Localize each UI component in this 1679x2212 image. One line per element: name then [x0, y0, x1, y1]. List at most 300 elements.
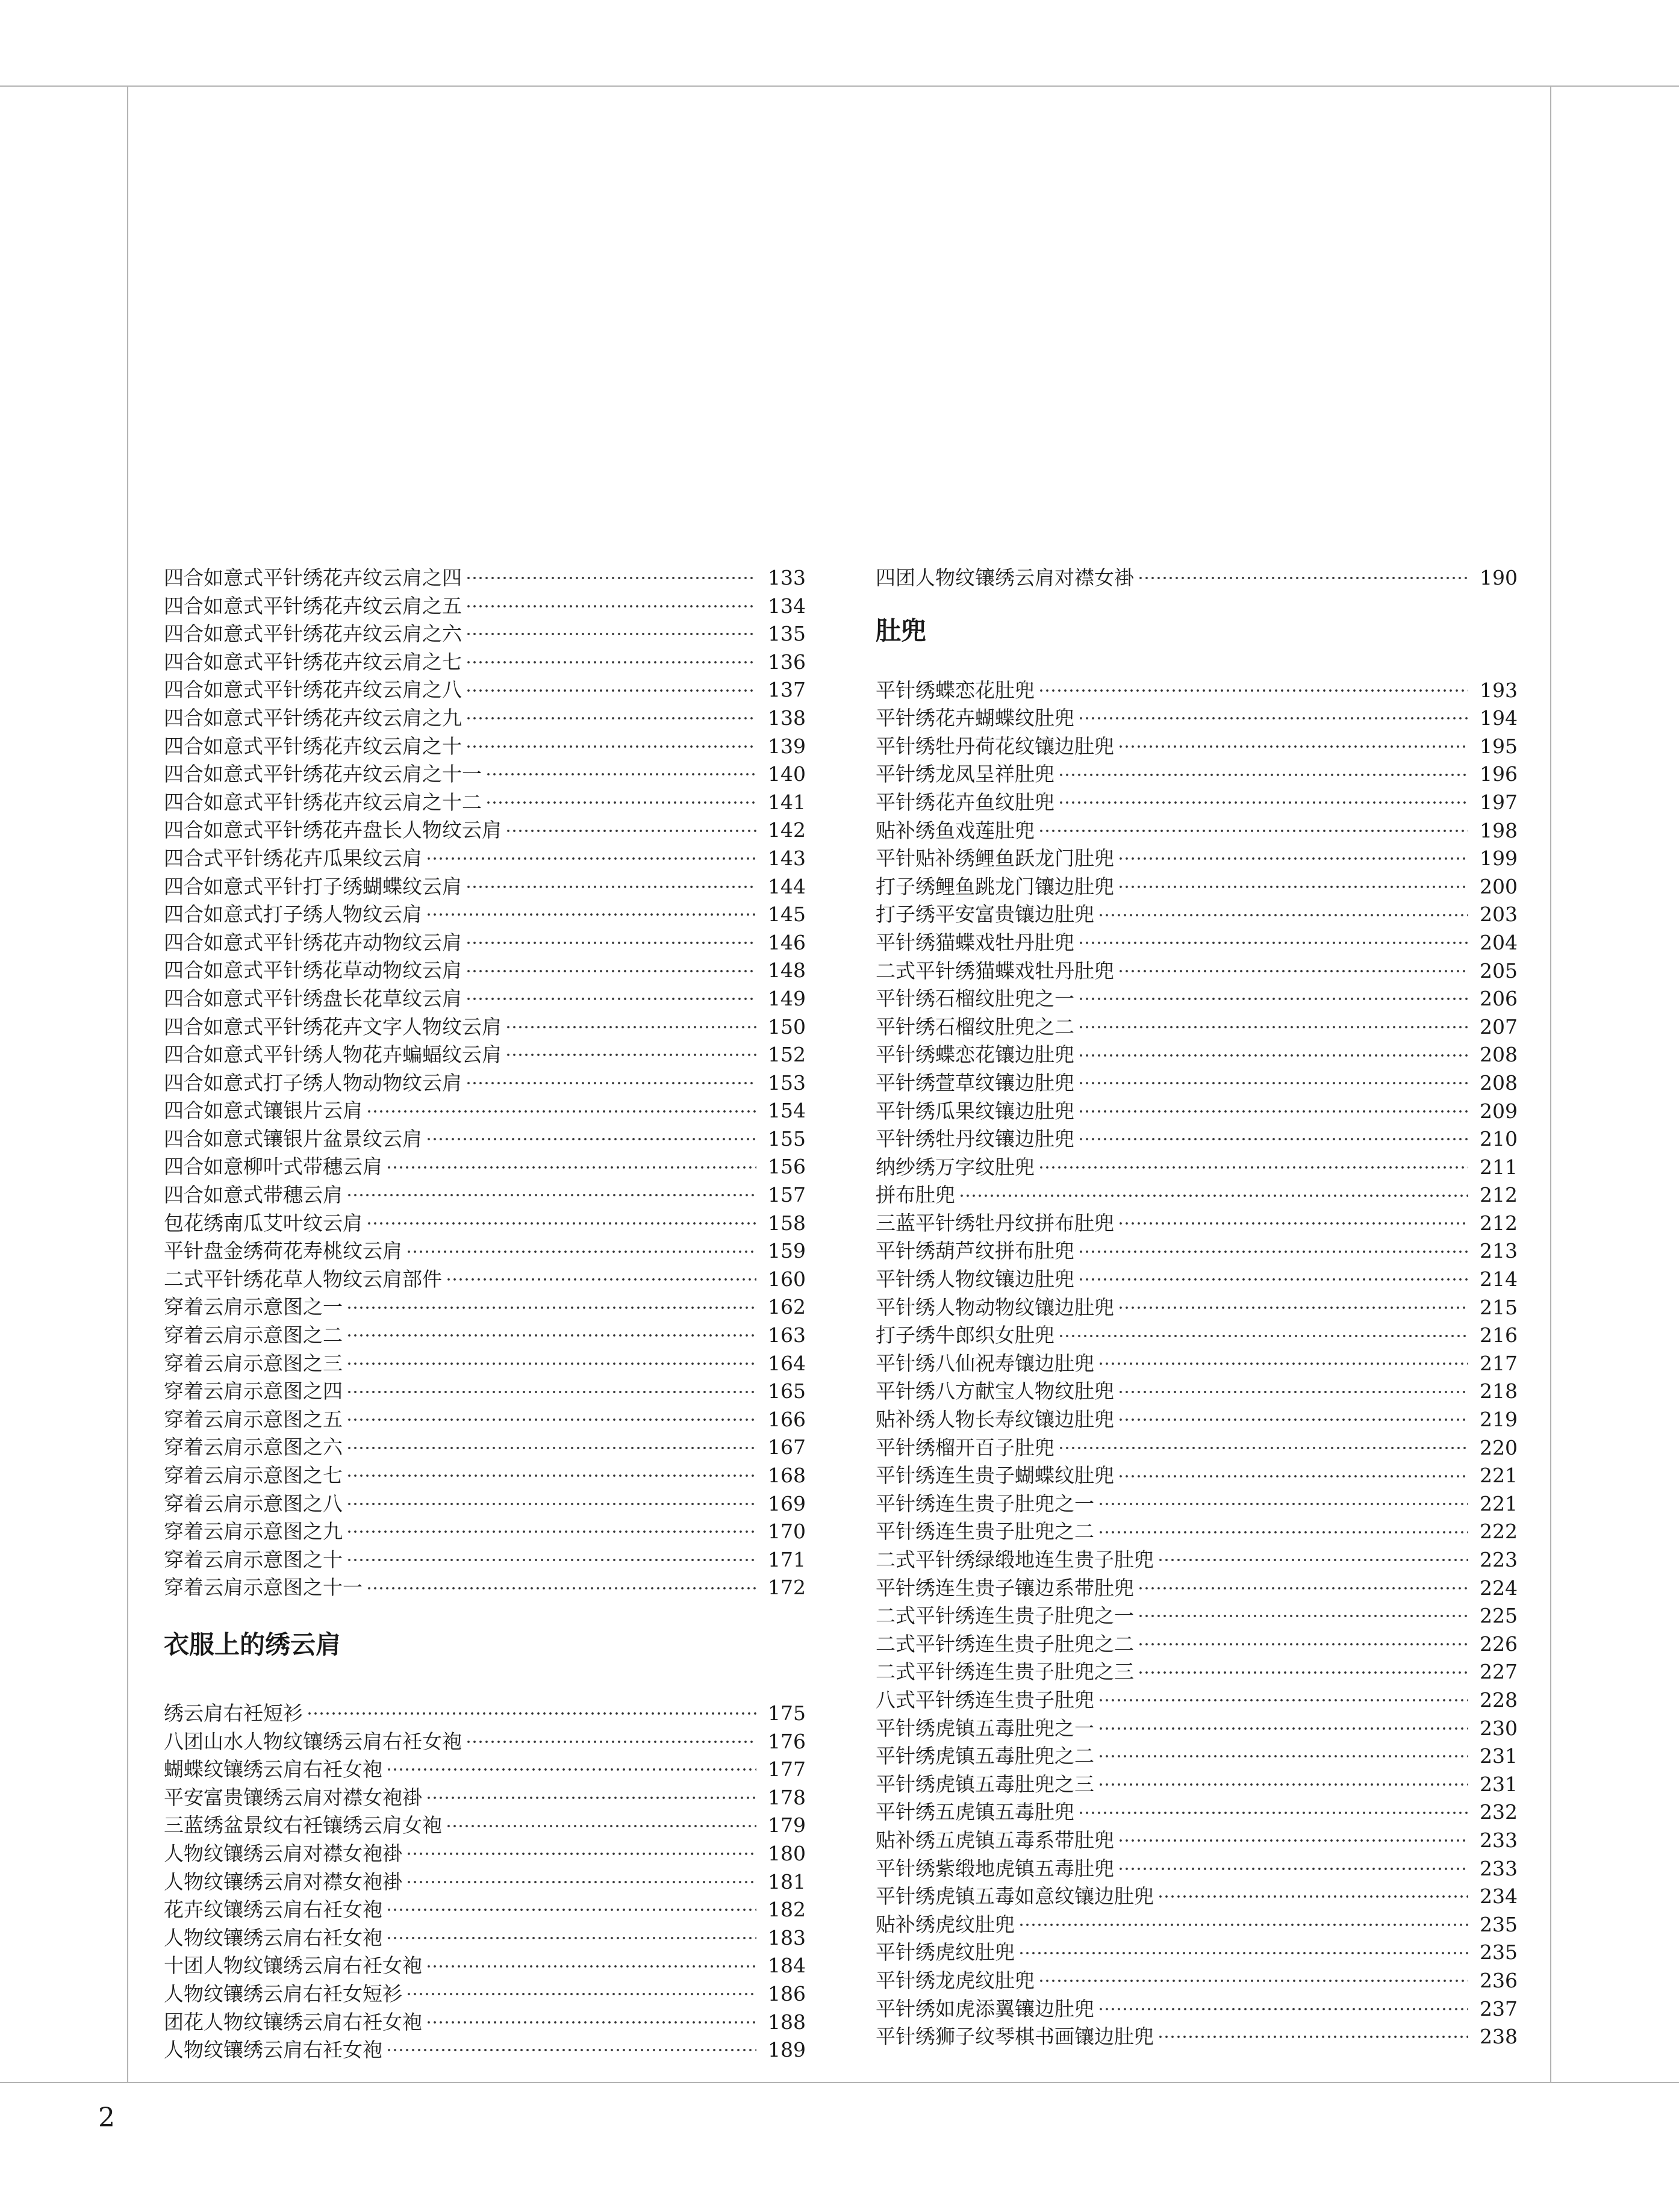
toc-entry-title: 拼布肚兜	[876, 1183, 955, 1207]
dot-leader	[426, 912, 756, 918]
dot-leader	[386, 1766, 756, 1772]
dot-leader	[346, 1529, 756, 1535]
toc-entry-page: 141	[768, 790, 806, 814]
toc-entry-page: 225	[1480, 1604, 1518, 1628]
dot-leader	[505, 828, 756, 834]
toc-entry	[164, 1868, 806, 1897]
toc-entry-page: 233	[1480, 1856, 1518, 1880]
toc-entry	[164, 1952, 806, 1980]
toc-entry-page: 217	[1480, 1351, 1518, 1375]
toc-entry	[164, 1980, 806, 2009]
toc-entry-title: 平针绣虎镇五毒如意纹镶边肚兜	[876, 1884, 1154, 1909]
toc-entry-title: 平针绣人物纹镶边肚兜	[876, 1267, 1074, 1291]
toc-entry-title: 平针绣榴开百子肚兜	[876, 1435, 1054, 1459]
toc-entry-title: 平针绣连生贵子蝴蝶纹肚兜	[876, 1464, 1114, 1488]
dot-leader	[366, 1220, 756, 1226]
dot-leader	[1078, 1136, 1468, 1142]
toc-entry-title: 四合如意式平针绣盘长花草纹云肩	[164, 986, 462, 1010]
toc-entry	[164, 1896, 806, 1924]
dot-leader	[1058, 1445, 1468, 1451]
toc-entry-title: 平针绣蝶恋花肚兜	[876, 678, 1035, 702]
toc-entry	[876, 1069, 1518, 1098]
toc-entry-page: 230	[1480, 1716, 1518, 1740]
toc-entry	[876, 1518, 1518, 1546]
toc-entry-page: 219	[1480, 1408, 1518, 1432]
toc-entry	[876, 1406, 1518, 1434]
toc-entry-title: 平针绣龙虎纹肚兜	[876, 1968, 1035, 1992]
toc-entry	[164, 1350, 806, 1378]
toc-entry	[164, 704, 806, 733]
toc-entry-title: 穿着云肩示意图之三	[164, 1351, 343, 1375]
dot-leader	[1138, 1613, 1468, 1619]
toc-entry-title: 三蓝绣盆景纹右衽镶绣云肩女袍	[164, 1813, 442, 1838]
toc-entry-page: 153	[768, 1070, 806, 1095]
dot-leader	[1118, 1389, 1468, 1395]
dot-leader	[466, 659, 756, 665]
toc-entry-page: 238	[1480, 2025, 1518, 2049]
dot-leader	[406, 1249, 756, 1255]
dot-leader	[426, 856, 756, 862]
toc-entry-title: 四合如意式平针绣花卉纹云肩之十	[164, 734, 462, 758]
toc-entry-page: 154	[768, 1099, 806, 1123]
toc-entry-page: 159	[768, 1239, 806, 1263]
dot-leader	[466, 940, 756, 946]
toc-entry-title: 平针盘金绣荷花寿桃纹云肩	[164, 1239, 402, 1263]
toc-entry-title: 四合如意柳叶式带穗云肩	[164, 1155, 382, 1179]
toc-entry	[164, 1924, 806, 1953]
toc-entry	[164, 1840, 806, 1868]
dot-leader	[1058, 800, 1468, 806]
toc-entry	[876, 1350, 1518, 1378]
toc-entry-title: 平针绣五虎镇五毒肚兜	[876, 1800, 1074, 1824]
toc-entry	[164, 1490, 806, 1518]
toc-entry-page: 234	[1480, 1884, 1518, 1909]
toc-entry-page: 204	[1480, 930, 1518, 954]
dot-leader	[959, 1193, 1468, 1199]
dot-leader	[1018, 1922, 1468, 1928]
toc-entry-title: 平针绣如虎添翼镶边肚兜	[876, 1996, 1094, 2021]
toc-entry	[876, 1883, 1518, 1911]
dot-leader	[1118, 1220, 1468, 1226]
toc-entry	[876, 1237, 1518, 1266]
toc-entry-title: 平针绣萱草纹镶边肚兜	[876, 1070, 1074, 1095]
right-margin-rule	[1550, 85, 1551, 2083]
toc-entry-page: 231	[1480, 1772, 1518, 1796]
toc-entry-title: 四合如意式平针绣花卉动物纹云肩	[164, 930, 462, 954]
dot-leader	[1138, 575, 1468, 581]
toc-entry-title: 十团人物纹镶绣云肩右衽女袍	[164, 1954, 422, 1978]
toc-entry-title: 人物纹镶绣云肩右衽女袍	[164, 2038, 382, 2062]
toc-entry-page: 148	[768, 958, 806, 983]
dot-leader	[1058, 772, 1468, 778]
toc-entry-page: 196	[1480, 762, 1518, 786]
dot-leader	[346, 1389, 756, 1395]
toc-entry-title: 二式平针绣连生贵子肚兜之三	[876, 1660, 1134, 1684]
dot-leader	[1118, 1866, 1468, 1872]
toc-entry-title: 平针绣龙凤呈祥肚兜	[876, 762, 1054, 786]
dot-leader	[1098, 1529, 1468, 1535]
toc-entry-page: 212	[1480, 1211, 1518, 1235]
toc-entry-title: 平针绣狮子纹琴棋书画镶边肚兜	[876, 2025, 1154, 2049]
toc-entry	[876, 845, 1518, 873]
toc-entry-title: 平针绣虎纹肚兜	[876, 1940, 1015, 1965]
dot-leader	[346, 1445, 756, 1451]
toc-entry-page: 233	[1480, 1828, 1518, 1852]
dot-leader	[426, 2019, 756, 2025]
toc-entry	[164, 789, 806, 817]
toc-entry-title: 四合如意式平针绣花卉盘长人物纹云肩	[164, 818, 502, 842]
toc-entry-page: 194	[1480, 706, 1518, 730]
dot-leader	[1098, 1726, 1468, 1732]
toc-entry	[164, 676, 806, 704]
toc-entry	[164, 2036, 806, 2064]
toc-entry-page: 163	[768, 1323, 806, 1347]
toc-entry-title: 四合如意式打子绣人物动物纹云肩	[164, 1070, 462, 1095]
toc-entry-title: 四合如意式平针绣花草动物纹云肩	[164, 958, 462, 983]
dot-leader	[485, 800, 756, 806]
toc-entry	[164, 733, 806, 761]
toc-entry-page: 198	[1480, 818, 1518, 842]
toc-entry	[876, 677, 1518, 705]
toc-entry-page: 237	[1480, 1996, 1518, 2021]
toc-entry-page: 138	[768, 706, 806, 730]
dot-leader	[1078, 996, 1468, 1002]
toc-entry-page: 172	[768, 1576, 806, 1600]
dot-leader	[1038, 688, 1468, 694]
toc-entry-title: 打子绣牛郎织女肚兜	[876, 1323, 1054, 1347]
toc-entry	[876, 817, 1518, 845]
toc-entry	[164, 1700, 806, 1728]
toc-entry-title: 包花绣南瓜艾叶纹云肩	[164, 1211, 363, 1235]
toc-entry-page: 226	[1480, 1632, 1518, 1656]
toc-entry	[876, 1827, 1518, 1855]
dot-leader	[1098, 1782, 1468, 1788]
toc-entry-page: 222	[1480, 1520, 1518, 1544]
dot-leader	[1118, 884, 1468, 890]
dot-leader	[1078, 1108, 1468, 1114]
toc-entry-title: 贴补绣五虎镇五毒系带肚兜	[876, 1828, 1114, 1852]
toc-entry-page: 152	[768, 1043, 806, 1067]
dot-leader	[386, 1164, 756, 1170]
dot-leader	[1078, 1276, 1468, 1282]
toc-entry-page: 167	[768, 1435, 806, 1459]
dot-leader	[1118, 1305, 1468, 1311]
toc-entry-page: 182	[768, 1898, 806, 1922]
toc-entry-page: 220	[1480, 1435, 1518, 1459]
toc-entry-page: 213	[1480, 1239, 1518, 1263]
toc-entry-title: 八团山水人物纹镶绣云肩右衽女袍	[164, 1729, 462, 1753]
toc-entry	[876, 760, 1518, 789]
toc-entry-title: 平针绣牡丹荷花纹镶边肚兜	[876, 734, 1114, 758]
toc-entry-title: 四合如意式平针绣花卉纹云肩之十二	[164, 790, 482, 814]
toc-entry-title: 三蓝平针绣牡丹纹拼布肚兜	[876, 1211, 1114, 1235]
toc-entry-page: 139	[768, 734, 806, 758]
toc-entry	[164, 592, 806, 621]
toc-entry-page: 162	[768, 1295, 806, 1319]
section-heading: 衣服上的绣云肩	[164, 1631, 341, 1659]
toc-list	[164, 564, 806, 1602]
toc-entry-title: 四合如意式平针打子绣蝴蝶纹云肩	[164, 874, 462, 898]
toc-entry-page: 205	[1480, 958, 1518, 983]
toc-entry-title: 穿着云肩示意图之六	[164, 1435, 343, 1459]
toc-entry	[876, 1686, 1518, 1715]
toc-entry-page: 231	[1480, 1744, 1518, 1768]
toc-entry-page: 168	[768, 1464, 806, 1487]
dot-leader	[1098, 1697, 1468, 1703]
dot-leader	[1098, 1753, 1468, 1759]
toc-entry-page: 169	[768, 1491, 806, 1515]
dot-leader	[1118, 1838, 1468, 1844]
page-number: 2	[98, 2102, 115, 2133]
toc-entry	[876, 1041, 1518, 1069]
toc-list	[164, 1700, 806, 2064]
toc-entry-page: 224	[1480, 1576, 1518, 1600]
dot-leader	[426, 1136, 756, 1142]
toc-entry-title: 穿着云肩示意图之一	[164, 1295, 343, 1319]
toc-entry-title: 四合如意式平针绣花卉纹云肩之九	[164, 706, 462, 730]
toc-entry	[876, 1771, 1518, 1799]
toc-entry-page: 134	[768, 594, 806, 618]
bottom-rule	[0, 2082, 1679, 2083]
toc-entry-page: 160	[768, 1267, 806, 1291]
toc-entry-page: 193	[1480, 678, 1518, 702]
toc-entry	[876, 1855, 1518, 1883]
dot-leader	[1157, 1557, 1468, 1563]
toc-entry-page: 190	[1480, 566, 1518, 589]
toc-entry-title: 绣云肩右衽短衫	[164, 1701, 303, 1725]
dot-leader	[505, 1024, 756, 1030]
toc-entry-page: 212	[1480, 1183, 1518, 1207]
toc-entry-page: 177	[768, 1757, 806, 1782]
toc-entry-title: 穿着云肩示意图之四	[164, 1379, 343, 1403]
toc-entry	[876, 1490, 1518, 1518]
toc-entry-title: 四合如意式平针绣花卉纹云肩之六	[164, 622, 462, 646]
toc-entry-title: 平针绣人物动物纹镶边肚兜	[876, 1295, 1114, 1319]
toc-entry-page: 149	[768, 986, 806, 1010]
toc-entry-title: 四合如意式平针绣花卉纹云肩之七	[164, 650, 462, 674]
toc-entry	[876, 985, 1518, 1013]
dot-leader	[1078, 1080, 1468, 1086]
section-heading: 肚兜	[876, 617, 927, 645]
dot-leader	[346, 1361, 756, 1367]
toc-entry-page: 206	[1480, 987, 1518, 1011]
toc-entry	[876, 1715, 1518, 1743]
dot-leader	[1038, 828, 1468, 834]
toc-entry-page: 142	[768, 818, 806, 842]
toc-entry-page: 146	[768, 930, 806, 954]
toc-entry	[164, 1041, 806, 1069]
toc-entry-title: 平针绣虎镇五毒肚兜之三	[876, 1772, 1094, 1796]
toc-entry-page: 218	[1480, 1379, 1518, 1403]
toc-entry-page: 157	[768, 1183, 806, 1207]
toc-entry-page: 236	[1480, 1968, 1518, 1992]
dot-leader	[1118, 744, 1468, 750]
dot-leader	[505, 1052, 756, 1058]
toc-entry	[164, 1784, 806, 1812]
dot-leader	[446, 1276, 756, 1282]
toc-entry	[164, 1812, 806, 1840]
dot-leader	[466, 884, 756, 890]
toc-entry	[164, 648, 806, 677]
toc-entry	[164, 1237, 806, 1266]
dot-leader	[1078, 1052, 1468, 1058]
toc-entry	[876, 1742, 1518, 1771]
toc-entry-title: 贴补绣鱼戏莲肚兜	[876, 818, 1035, 842]
toc-entry	[876, 1434, 1518, 1462]
toc-entry-page: 216	[1480, 1323, 1518, 1347]
toc-entry	[876, 1125, 1518, 1154]
toc-entry-title: 平针绣花卉蝴蝶纹肚兜	[876, 706, 1074, 730]
toc-entry-title: 四合如意式镶银片云肩	[164, 1099, 363, 1123]
dot-leader	[466, 688, 756, 694]
toc-entry-page: 228	[1480, 1688, 1518, 1712]
toc-entry-page: 183	[768, 1925, 806, 1949]
dot-leader	[346, 1305, 756, 1311]
toc-entry	[876, 733, 1518, 761]
toc-entry-title: 穿着云肩示意图之七	[164, 1464, 343, 1487]
dot-leader	[346, 1557, 756, 1563]
toc-entry	[164, 1518, 806, 1546]
toc-entry-title: 四合如意式镶银片盆景纹云肩	[164, 1126, 422, 1151]
toc-entry-page: 165	[768, 1379, 806, 1403]
dot-leader	[466, 631, 756, 637]
toc-entry	[876, 1098, 1518, 1126]
dot-leader	[406, 1851, 756, 1857]
toc-entry-page: 176	[768, 1729, 806, 1753]
dot-leader	[466, 603, 756, 609]
dot-leader	[466, 996, 756, 1002]
toc-entry	[164, 1293, 806, 1322]
toc-entry-title: 四合如意式平针绣花卉文字人物纹云肩	[164, 1014, 502, 1039]
toc-entry	[164, 2009, 806, 2037]
toc-entry-title: 二式平针绣连生贵子肚兜之二	[876, 1632, 1134, 1656]
toc-entry-title: 平针绣石榴纹肚兜之二	[876, 1014, 1074, 1039]
toc-entry-title: 团花人物纹镶绣云肩右衽女袍	[164, 2010, 422, 2034]
toc-entry-page: 156	[768, 1155, 806, 1179]
toc-entry-title: 四合式平针绣花卉瓜果纹云肩	[164, 846, 422, 870]
toc-entry-page: 143	[768, 846, 806, 870]
toc-entry-title: 穿着云肩示意图之十一	[164, 1576, 363, 1600]
toc-entry	[876, 1154, 1518, 1182]
dot-leader	[1118, 1417, 1468, 1423]
toc-entry-page: 215	[1480, 1295, 1518, 1319]
dot-leader	[1098, 912, 1468, 918]
toc-entry	[876, 704, 1518, 733]
dot-leader	[386, 1907, 756, 1913]
dot-leader	[1078, 940, 1468, 946]
toc-entry-title: 四合如意式带穗云肩	[164, 1183, 343, 1207]
toc-entry-page: 155	[768, 1126, 806, 1151]
toc-entry-page: 211	[1480, 1155, 1518, 1179]
dot-leader	[1078, 1024, 1468, 1030]
toc-entry	[164, 845, 806, 873]
toc-entry-title: 平安富贵镶绣云肩对襟女袍褂	[164, 1785, 422, 1809]
toc-entry-title: 四合如意式平针绣花卉纹云肩之八	[164, 678, 462, 702]
toc-entry	[164, 901, 806, 929]
dot-leader	[426, 1963, 756, 1969]
dot-leader	[1038, 1164, 1468, 1170]
toc-entry-page: 144	[768, 874, 806, 898]
toc-entry	[876, 1630, 1518, 1659]
toc-entry-page: 221	[1480, 1464, 1518, 1488]
toc-entry-page: 186	[768, 1981, 806, 2005]
dot-leader	[1138, 1641, 1468, 1647]
toc-entry-page: 232	[1480, 1800, 1518, 1824]
toc-entry	[164, 1378, 806, 1406]
dot-leader	[307, 1710, 756, 1716]
dot-leader	[406, 1991, 756, 1997]
dot-leader	[466, 1080, 756, 1086]
toc-entry-title: 蝴蝶纹镶绣云肩右衽女袍	[164, 1757, 382, 1782]
toc-entry-title: 四合如意式平针绣花卉纹云肩之五	[164, 594, 462, 618]
toc-entry-page: 235	[1480, 1940, 1518, 1965]
toc-entry	[876, 1658, 1518, 1686]
toc-entry-title: 四合如意式平针绣人物花卉蝙蝠纹云肩	[164, 1043, 502, 1067]
toc-entry	[164, 1069, 806, 1098]
dot-leader	[346, 1501, 756, 1507]
dot-leader	[1157, 2034, 1468, 2040]
toc-entry	[164, 816, 806, 845]
toc-entry	[164, 1181, 806, 1210]
toc-entry-page: 180	[768, 1841, 806, 1865]
toc-entry	[876, 929, 1518, 957]
toc-entry-title: 人物纹镶绣云肩对襟女袍褂	[164, 1869, 402, 1894]
toc-entry	[164, 1756, 806, 1784]
toc-entry	[164, 1125, 806, 1154]
toc-entry-title: 二式平针绣花草人物纹云肩部件	[164, 1267, 442, 1291]
toc-entry-page: 166	[768, 1407, 806, 1431]
toc-entry-page: 150	[768, 1014, 806, 1039]
toc-entry-page: 214	[1480, 1267, 1518, 1291]
toc-entry-page: 199	[1480, 847, 1518, 871]
toc-entry-title: 平针绣连生贵子肚兜之二	[876, 1520, 1094, 1544]
toc-entry-title: 平针绣蝶恋花镶边肚兜	[876, 1043, 1074, 1067]
toc-entry	[876, 901, 1518, 929]
toc-entry	[876, 873, 1518, 901]
toc-entry	[876, 957, 1518, 986]
toc-entry	[164, 873, 806, 901]
dot-leader	[346, 1473, 756, 1479]
dot-leader	[1018, 1950, 1468, 1956]
toc-entry-title: 四合如意式平针绣花卉纹云肩之十一	[164, 762, 482, 786]
toc-entry-page: 137	[768, 678, 806, 702]
toc-entry	[876, 1013, 1518, 1042]
toc-entry-title: 四合如意式打子绣人物纹云肩	[164, 903, 422, 927]
toc-entry	[876, 1322, 1518, 1350]
toc-entry	[876, 1939, 1518, 1967]
toc-entry-page: 200	[1480, 874, 1518, 898]
toc-entry-title: 平针绣虎镇五毒肚兜之一	[876, 1716, 1094, 1740]
toc-entry	[164, 620, 806, 648]
toc-entry	[876, 789, 1518, 817]
toc-entry	[876, 1210, 1518, 1238]
toc-entry	[876, 1574, 1518, 1603]
toc-entry	[876, 2023, 1518, 2051]
toc-entry-title: 平针绣虎镇五毒肚兜之二	[876, 1744, 1094, 1768]
toc-entry-title: 四团人物纹镶绣云肩对襟女褂	[876, 566, 1134, 589]
toc-entry	[164, 1097, 806, 1125]
toc-entry-title: 四合如意式平针绣花卉纹云肩之四	[164, 566, 462, 589]
dot-leader	[485, 771, 756, 777]
toc-entry-title: 平针绣连生贵子镶边系带肚兜	[876, 1576, 1134, 1600]
toc-entry	[876, 564, 1518, 592]
dot-leader	[1038, 1978, 1468, 1984]
toc-entry-page: 208	[1480, 1043, 1518, 1067]
toc-entry	[876, 1602, 1518, 1630]
dot-leader	[1118, 856, 1468, 862]
toc-entry-title: 穿着云肩示意图之九	[164, 1520, 343, 1544]
toc-entry	[164, 1574, 806, 1602]
